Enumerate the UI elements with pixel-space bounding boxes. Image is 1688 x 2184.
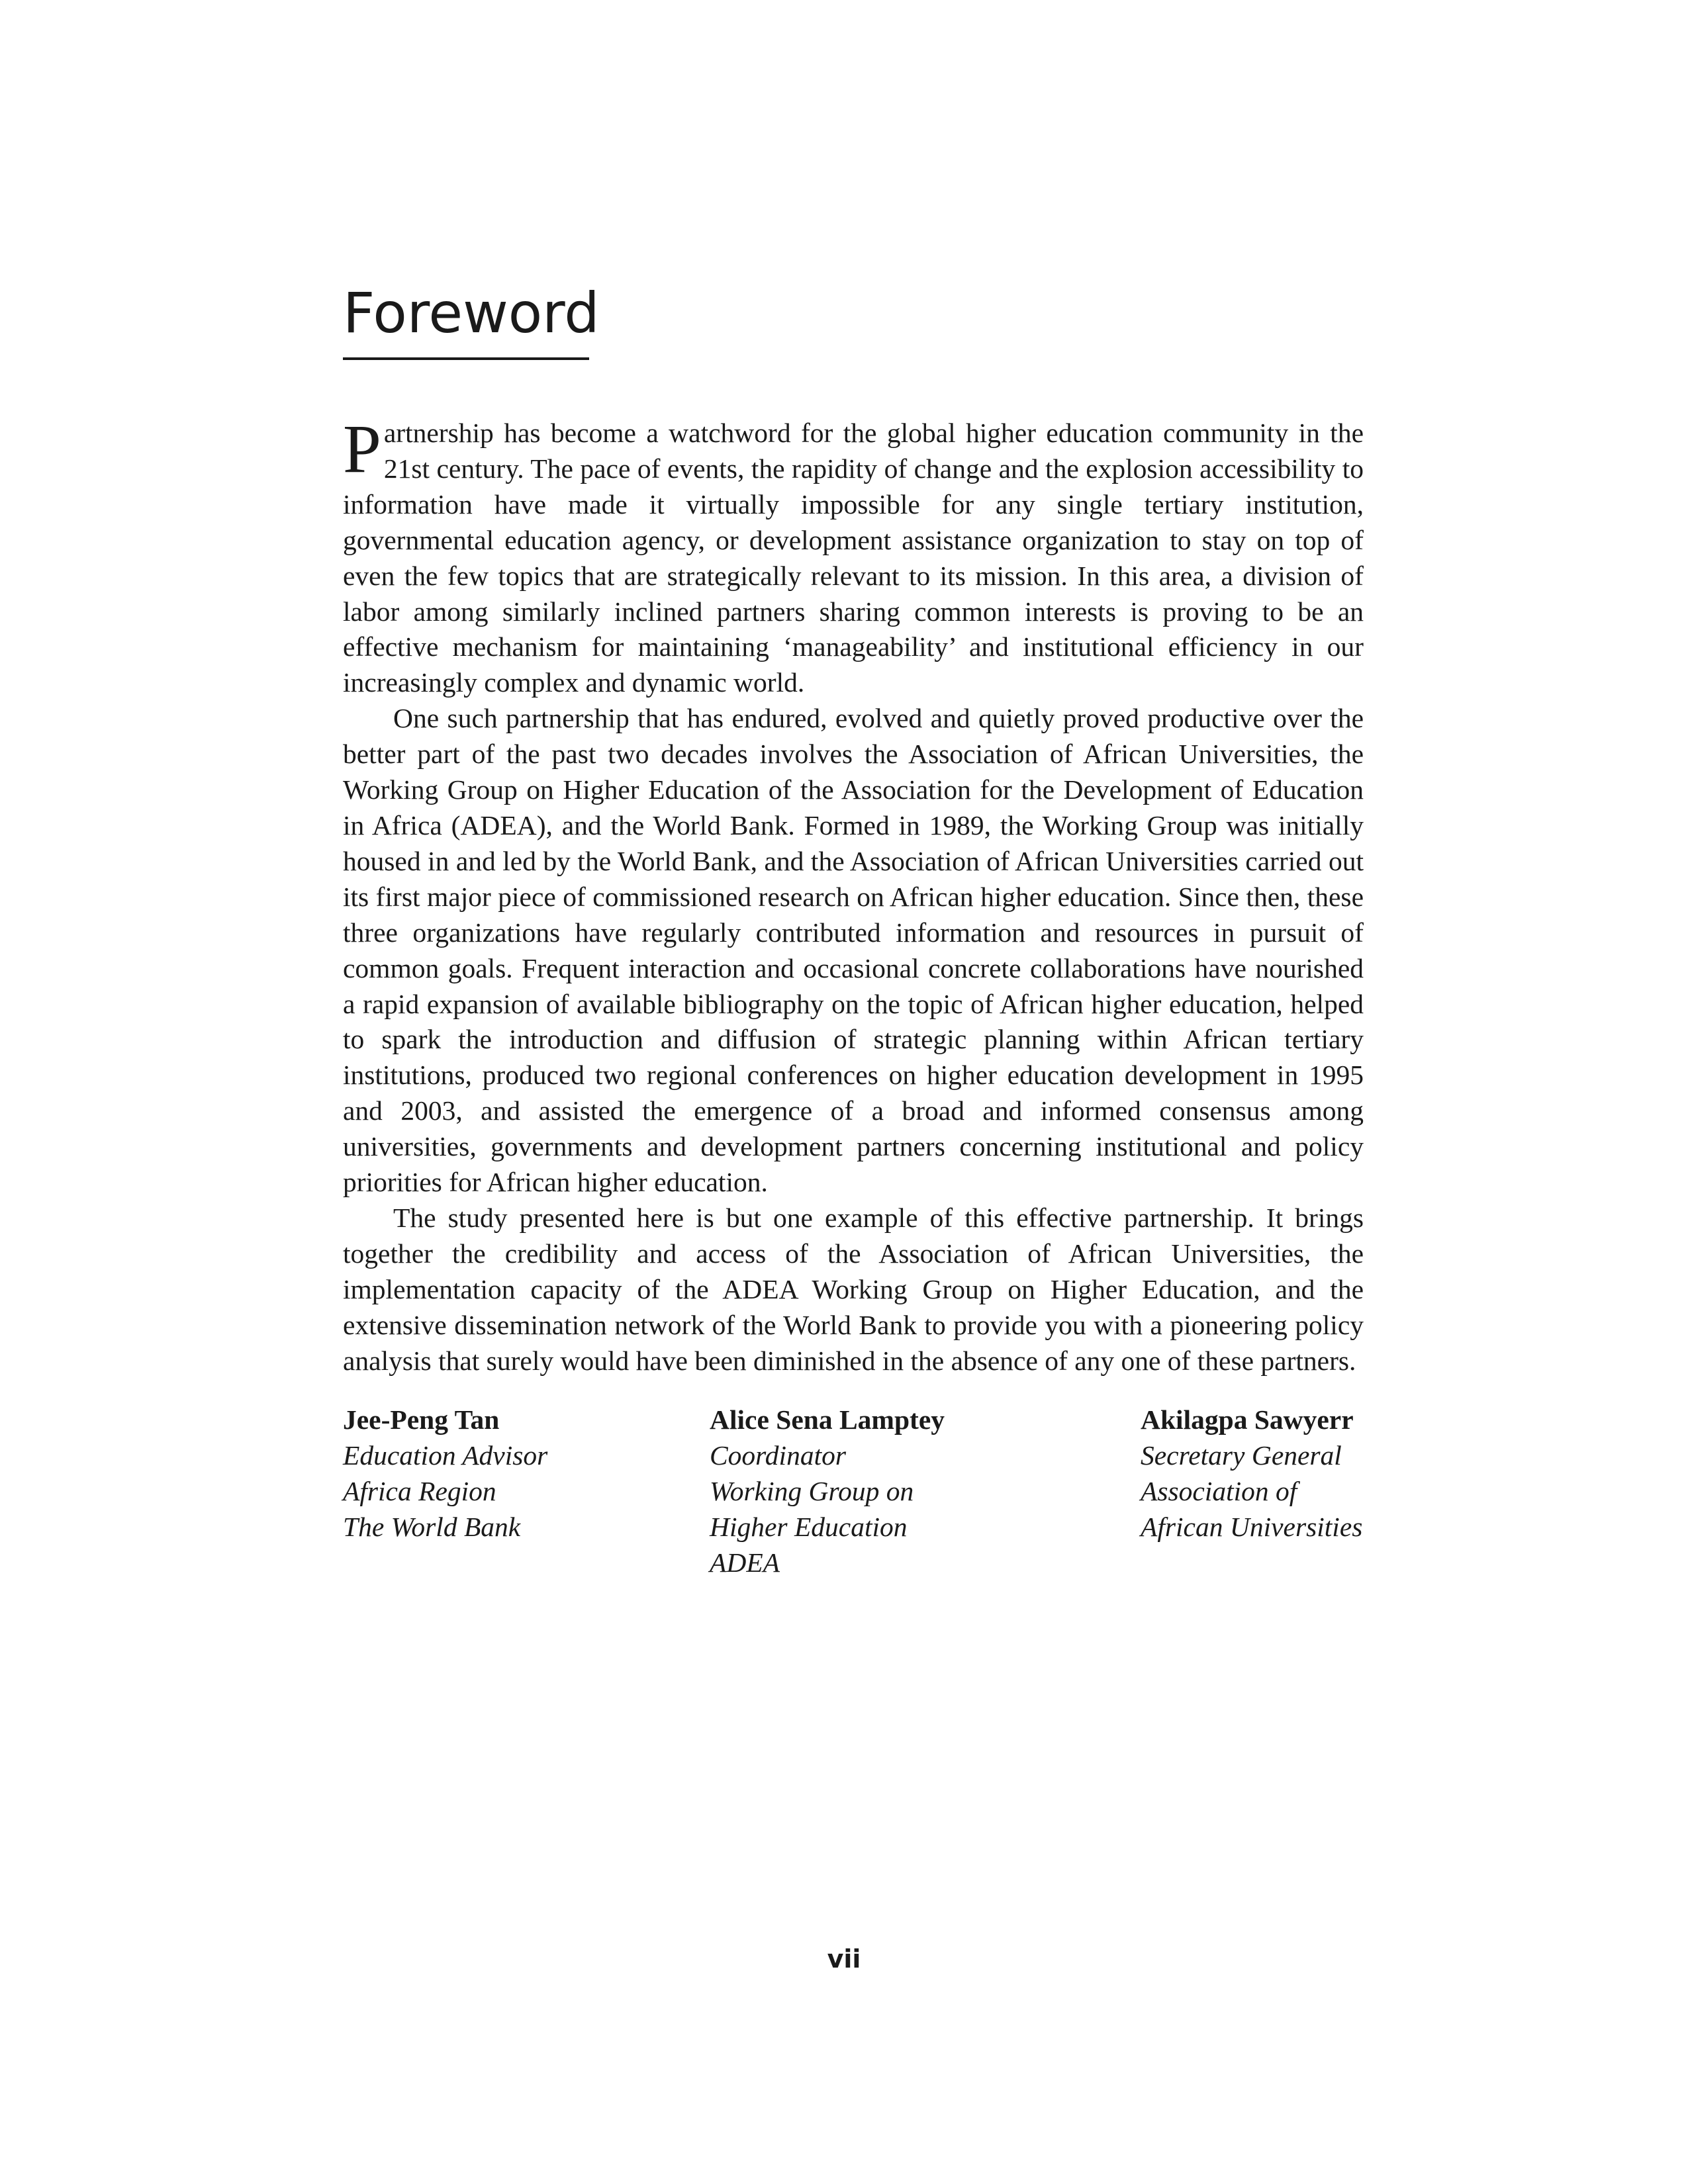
signatory-title-line: ADEA	[710, 1547, 780, 1578]
signatory-name: Jee-Peng Tan	[343, 1404, 500, 1435]
paragraph-1	[343, 411, 1364, 701]
signatory-title-line: Working Group on	[710, 1476, 914, 1506]
paragraph-2: One such partnership that has endured, evolved and quietly proved productive over the better part of the past two decades involves the Association of African Universities, the Working Group on Higher Education of the Association for the Development of Education in Africa (ADEA), and the World Bank. Formed in 1989, the Working Group was initially housed in and led by the World Bank, and the Association of African Universities carried out its first major piece of commissioned research on African higher education. Since then, these three organizations have regularly contributed information and resources in pursuit of common goals. Frequent interaction and occasional concrete collaborations have nourished a rapid expansion of available bibliography on the topic of African higher education, helped to spark the introduction and diffusion of strategic planning within African tertiary institutions, produced two regional conferences on higher education development in 1995 and 2003, and assisted the emergence of a broad and informed consensus among universities, governments and development partners concerning institutional and policy priorities for African higher education.	[343, 703, 1364, 1198]
signatory-name: Akilagpa Sawyerr	[1141, 1404, 1354, 1435]
signatory-title-line: The World Bank	[343, 1512, 521, 1542]
signatory-title-line: Association of	[1141, 1476, 1297, 1506]
page-title: Foreword	[343, 281, 600, 345]
page-number: vii	[827, 1944, 861, 1974]
signatory-title-line: Higher Education	[710, 1512, 908, 1542]
foreword-body	[343, 411, 1364, 1379]
signatory-title-line: African Universities	[1141, 1512, 1363, 1542]
title-underline	[343, 357, 589, 360]
signatory-1	[343, 1402, 547, 1545]
drop-cap: P	[343, 411, 381, 487]
paragraph-1-text: artnership has become a watchword for the global higher education community in the 21st century. The pace of events, the rapidity of change and the explosion accessibility to information have made it virtually impossible for any single tertiary institution, governmental education agency, or development assistance organization to stay on top of even the few topics that are strategically relevant to its mission. In this area, a division of labor among similarly inclined partners sharing common interests is proving to be an effective mechanism for maintaining ‘manageability’ and institutional efficiency in our increasingly complex and dynamic world.	[343, 418, 1364, 698]
signatory-3	[1141, 1402, 1362, 1545]
paragraph-3: The study presented here is but one example of this effective partnership. It brings together the credibility and access of the Association of African Universities, the implementation capacity of the ADEA Working Group on Higher Education, and the extensive dissemination network of the World Bank to provide you with a pioneering policy analysis that surely would have been diminished in the absence of any one of these partners.	[343, 1202, 1364, 1376]
signatory-title-line: Education Advisor	[343, 1440, 548, 1471]
signatory-title-line: Africa Region	[343, 1476, 496, 1506]
signatory-title-line: Secretary General	[1141, 1440, 1342, 1471]
signatory-title-line: Coordinator	[710, 1440, 847, 1471]
heading-block	[343, 277, 600, 360]
signatory-name: Alice Sena Lamptey	[710, 1404, 945, 1435]
signatory-2	[710, 1402, 945, 1580]
